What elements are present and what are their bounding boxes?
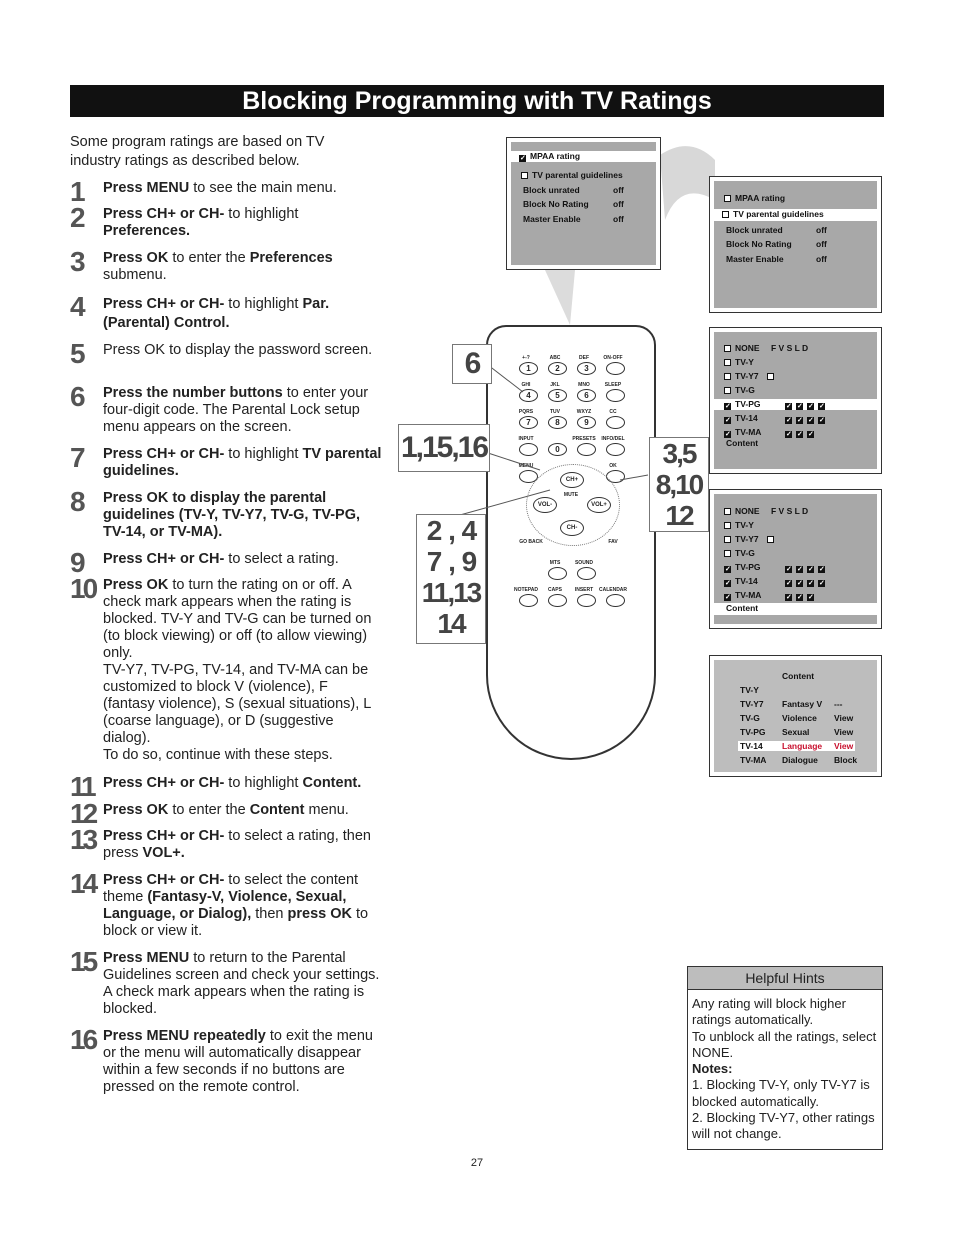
step-bold: Content xyxy=(249,802,305,818)
step-number: 1 xyxy=(70,176,83,207)
step-text: to turn the rating on or off. A check mark appears when the rating is blocked. TV-Y and TV-G can be turned on (to block viewing) or off (to allow viewing) only. xyxy=(103,577,372,661)
rating-row: ✓ TV-PG ✓ ✓ ✓ ✓ xyxy=(714,399,877,410)
step-text: to enter the xyxy=(168,802,250,818)
volume-up-button[interactable]: VOL+ xyxy=(587,497,611,513)
step-number: 14 xyxy=(70,868,96,899)
step-bold: TV parental guidelines. xyxy=(103,446,382,479)
mts-button[interactable] xyxy=(548,567,567,580)
step-text: To do so, continue with these steps. xyxy=(103,747,333,763)
setting-row: Block unrated off xyxy=(523,185,624,195)
menu-screen-ratings-1 xyxy=(709,327,882,474)
checkbox-icon xyxy=(724,345,731,352)
menu-screen-parental-main xyxy=(506,137,661,270)
step-text: to highlight xyxy=(224,775,303,791)
content-row: Content xyxy=(714,603,877,615)
step-bold: Press CH+ or CH- xyxy=(103,296,225,312)
step-number: 8 xyxy=(70,486,83,517)
callout-3-5-8-10-12: 3,5 8,10 12 xyxy=(649,437,709,532)
setting-row: Master Enable off xyxy=(726,254,827,264)
rating-row: TV-G xyxy=(724,548,755,558)
rating-row: ✓ TV-MA ✓ ✓ ✓ xyxy=(725,427,814,438)
checkbox-icon: ✓ xyxy=(725,566,731,573)
step-text: to select a rating. xyxy=(224,551,339,567)
checkbox-icon xyxy=(724,522,731,529)
caps-button[interactable] xyxy=(548,594,567,607)
step-bold: (Fantasy-V, Violence, Sexual, Language, or Dialog), xyxy=(103,889,347,922)
checkbox-icon xyxy=(767,536,774,543)
setting-row: Block unrated off xyxy=(726,225,827,235)
rating-row: TV-Y7 xyxy=(724,534,778,544)
step-bold: Preferences. xyxy=(103,223,191,239)
menu-screen-tv-guidelines xyxy=(709,176,882,313)
key-1-button[interactable]: 1 xyxy=(519,362,538,375)
step-bold: press OK xyxy=(287,906,352,922)
checkbox-icon xyxy=(724,387,731,394)
step-text: TV-Y7, TV-PG, TV-14, and TV-MA can be customized to block V (violence), F (fantasy violence), S (sexual situations), L (coarse language), or D (suggestive dialog). xyxy=(103,662,371,746)
checkbox-icon: ✓ xyxy=(725,417,731,424)
checkbox-icon xyxy=(724,195,731,202)
step-text: to enter your four-digit code. The Parental Lock setup menu appears on the screen. xyxy=(103,385,369,435)
tvpg-row: TV parental guidelines xyxy=(714,209,877,221)
step-text: then xyxy=(251,906,288,922)
step-text: submenu. xyxy=(103,267,167,283)
step-bold: Par. (Parental) Control. xyxy=(103,296,330,331)
step-text: to enter the xyxy=(168,250,250,266)
content-row: TV-MA Dialogue Block xyxy=(740,755,858,765)
callout-2-4-7-9-11-13-14: 2 , 4 7 , 9 11,13 14 xyxy=(416,514,486,644)
step-number: 9 xyxy=(70,547,83,578)
step-text: to highlight xyxy=(224,296,303,312)
intro-text: Some program ratings are based on TV industry ratings as described below. xyxy=(70,134,325,169)
step-text: Press OK to display the password screen. xyxy=(103,342,373,358)
menu-screen-content xyxy=(709,655,882,777)
tvpg-row: TV parental guidelines xyxy=(521,170,623,180)
step-text: to select the content theme xyxy=(103,872,359,905)
key-2-button[interactable]: 2 xyxy=(548,362,567,375)
checkbox-icon: ✓ xyxy=(725,580,731,587)
content-header: Content xyxy=(782,671,815,681)
checkbox-icon: ✓ xyxy=(725,594,731,601)
key-5-button[interactable]: 5 xyxy=(548,389,567,402)
step-bold: VOL+. xyxy=(142,845,185,861)
checkbox-icon xyxy=(724,536,731,543)
channel-up-button[interactable]: CH+ xyxy=(560,472,584,488)
key-8-button[interactable]: 8 xyxy=(548,416,567,429)
hint-line: Any rating will block higher ratings automatically. xyxy=(692,996,846,1028)
step-text: to exit the menu or the menu will automatically disappear within a few seconds if no buttons are pressed on the remote control. xyxy=(103,1028,373,1095)
checkbox-icon xyxy=(724,550,731,557)
sound-button[interactable] xyxy=(577,567,596,580)
step-bold: Press CH+ or CH- xyxy=(103,828,225,844)
rating-row: TV-Y xyxy=(724,520,754,530)
checkbox-icon xyxy=(724,373,731,380)
checkbox-icon: ✓ xyxy=(725,403,731,410)
content-row: TV-Y xyxy=(740,685,759,695)
checkbox-icon: ✓ xyxy=(725,431,731,438)
step-bold: Press MENU repeatedly xyxy=(103,1028,266,1044)
checkbox-icon xyxy=(724,359,731,366)
hint-line: 1. Blocking TV-Y, only TV-Y7 is blocked automatically. xyxy=(692,1077,870,1109)
step-bold: Press OK xyxy=(103,802,169,818)
rating-row: ✓ TV-MA ✓ ✓ ✓ xyxy=(725,590,814,601)
rating-row: ✓ TV-14 ✓ ✓ ✓ ✓ xyxy=(725,576,825,587)
step-number: 7 xyxy=(70,442,83,473)
setting-row: Block No Rating off xyxy=(726,239,827,249)
step-bold: Press MENU xyxy=(103,950,190,966)
volume-down-button[interactable]: VOL- xyxy=(533,497,557,513)
rating-row: ✓ TV-PG ✓ ✓ ✓ ✓ xyxy=(725,562,825,573)
setting-row: Block No Rating off xyxy=(523,199,624,209)
helpful-hints-box xyxy=(687,966,883,1150)
step-number: 6 xyxy=(70,381,83,412)
step-bold: Press OK xyxy=(103,250,169,266)
step-number: 12 xyxy=(70,798,96,829)
content-row-selected: TV-14 Language View xyxy=(740,741,854,751)
channel-down-button[interactable]: CH- xyxy=(560,520,584,536)
mpaa-row: ✓ MPAA rating xyxy=(511,151,656,162)
none-row: NONE F V S L D xyxy=(724,506,808,516)
setting-row: Master Enable off xyxy=(523,214,624,224)
step-bold: Press CH+ or CH- xyxy=(103,446,225,462)
key-3-button[interactable]: 3 xyxy=(577,362,596,375)
step-bold: Press MENU xyxy=(103,180,190,196)
content-row: Content xyxy=(726,438,759,448)
insert-button[interactable] xyxy=(577,594,596,607)
content-row: TV-Y7 Fantasy V --- xyxy=(740,699,843,709)
step-number: 3 xyxy=(70,246,83,277)
hints-header: Helpful Hints xyxy=(688,967,882,990)
hint-line: 2. Blocking TV-Y7, other ratings will not change. xyxy=(692,1110,875,1142)
step-number: 11 xyxy=(70,771,94,802)
step-bold: Press OK to display the parental guidelines (TV-Y, TV-Y7, TV-G, TV-PG, TV-14, or TV-MA). xyxy=(103,490,361,540)
step-number: 16 xyxy=(70,1024,96,1055)
step-bold: Preferences xyxy=(249,250,333,266)
rating-row: TV-G xyxy=(724,385,755,395)
step-bold: Press CH+ or CH- xyxy=(103,872,225,888)
step-text: to return to the Parental Guidelines screen and check your settings. A check mark appears when the rating is blocked. xyxy=(103,950,380,1017)
step-number: 10 xyxy=(70,573,96,604)
checkbox-icon xyxy=(724,508,731,515)
key-9-button[interactable]: 9 xyxy=(577,416,596,429)
page-title: Blocking Programming with TV Ratings xyxy=(70,85,884,117)
step-bold: Press the number buttons xyxy=(103,385,283,401)
hint-line: To unblock all the ratings, select NONE. xyxy=(692,1028,877,1060)
remote-control: +-? ABC DEF ON-OFF 1 2 3 GHI JKL MNO SLEEP 4 5 6 PQRS TUV WXYZ CC 7 8 9 INPUT PRESETS INFO/DEL 0 MENU OK CH+ MUTE VOL- VOL+ CH- GO BACK FAV MTS SOUND NOTEPAD CAPS INSERT CALENDAR xyxy=(486,325,656,760)
step-bold: Press CH+ or CH- xyxy=(103,206,225,222)
checkbox-icon xyxy=(722,211,729,218)
content-row: TV-G Violence View xyxy=(740,713,854,723)
step-bold: Press CH+ or CH- xyxy=(103,775,225,791)
step-bold: Press CH+ or CH- xyxy=(103,551,225,567)
key-0-button[interactable]: 0 xyxy=(548,443,567,456)
rating-row: TV-Y7 xyxy=(724,371,778,381)
checkbox-icon xyxy=(521,172,528,179)
calendar-button[interactable] xyxy=(606,594,625,607)
key-7-button[interactable]: 7 xyxy=(519,416,538,429)
step-number: 5 xyxy=(70,338,83,369)
step-number: 4 xyxy=(70,291,83,322)
callout-1-15-16: 1,15,16 xyxy=(398,424,490,472)
page-number: 27 xyxy=(470,1157,484,1169)
checkbox-icon: ✓ xyxy=(520,155,526,162)
step-text: to select a rating, then press xyxy=(103,828,371,861)
content-row: TV-PG Sexual View xyxy=(740,727,854,737)
mpaa-row: MPAA rating xyxy=(724,193,785,203)
callout-6: 6 xyxy=(452,344,492,384)
step-number: 15 xyxy=(70,946,96,977)
rating-row: TV-Y xyxy=(724,357,754,367)
step-text: to highlight xyxy=(224,206,299,222)
step-text: to highlight xyxy=(224,446,303,462)
step-number: 13 xyxy=(70,824,96,855)
key-4-button[interactable]: 4 xyxy=(519,389,538,402)
menu-screen-ratings-2 xyxy=(709,489,882,629)
hint-notes-label: Notes: xyxy=(692,1061,733,1077)
step-text: menu. xyxy=(304,802,349,818)
notepad-button[interactable] xyxy=(519,594,538,607)
step-bold: Content. xyxy=(302,775,362,791)
rating-row: ✓ TV-14 ✓ ✓ ✓ ✓ xyxy=(725,413,825,424)
step-number: 2 xyxy=(70,202,83,233)
key-6-button[interactable]: 6 xyxy=(577,389,596,402)
step-text: to see the main menu. xyxy=(189,180,337,196)
checkbox-icon xyxy=(767,373,774,380)
step-text: to block or view it. xyxy=(103,906,369,939)
none-row: NONE F V S L D xyxy=(724,343,808,353)
step-bold: Press OK xyxy=(103,577,169,593)
